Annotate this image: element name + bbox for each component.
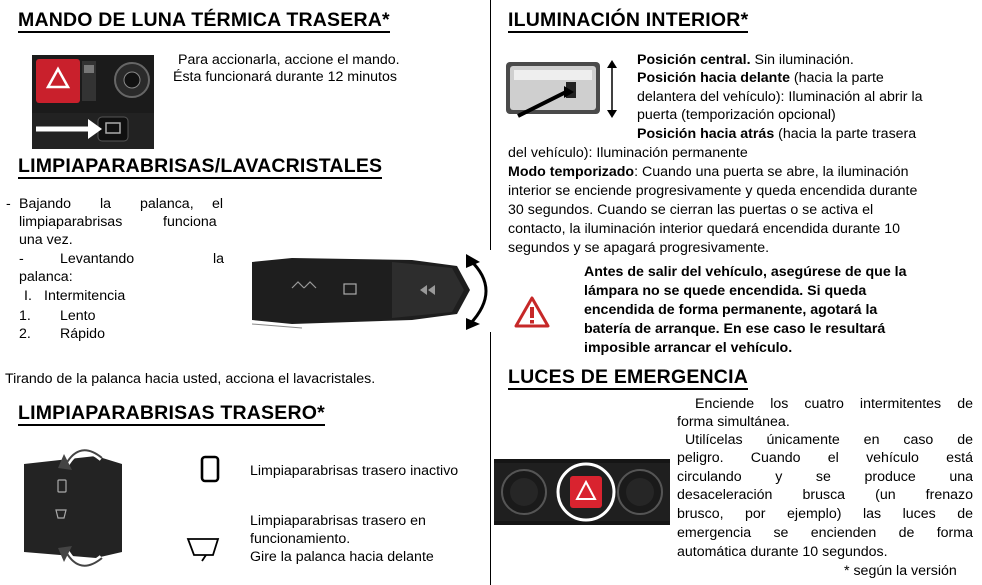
wipers-down-line2b: funciona (163, 214, 217, 230)
wipers-opt1-label: Intermitencia (44, 288, 126, 304)
warning-triangle-icon (514, 296, 550, 333)
rear-wiper-inactive-label: Limpiaparabrisas trasero inactivo (250, 463, 459, 479)
warning-line2: lámpara no se quede encendida. Si queda (584, 283, 867, 299)
wipers-down-dash: - (6, 196, 11, 212)
interior-back-bold: Posición hacia atrás (637, 126, 775, 142)
interior-light-heading: ILUMINACIÓN INTERIOR* (508, 9, 749, 31)
warning-line1: Antes de salir del vehículo, asegúrese de que la (584, 264, 907, 280)
interior-back (637, 126, 916, 143)
interior-back-line2: del vehículo): Iluminación permanente (508, 145, 748, 161)
hazard-p2-line5 (677, 506, 973, 523)
interior-timed-line3: 30 segundos. Cuando se cierran las puertas o se activa el (508, 202, 874, 218)
rear-wiper-active-line1: Limpiaparabrisas trasero en (250, 513, 426, 529)
wipers-opt2-num: 1. (19, 308, 31, 324)
hazard-p2-line2 (677, 450, 973, 467)
wipers-heading: LIMPIAPARABRISAS/LAVACRISTALES (18, 155, 383, 177)
rear-wiper-heading: LIMPIAPARABRISAS TRASERO* (18, 402, 325, 424)
hazard-p1-line1 (695, 396, 973, 413)
hazard-p2-line4-text: desaceleración brusca (un frenazo (677, 487, 973, 503)
interior-front-text: (hacia la parte (789, 70, 884, 86)
rear-wiper-inactive-icon (200, 455, 220, 488)
washer-text: Tirando de la palanca hacia usted, acciona el lavacristales. (5, 371, 376, 387)
wipers-down-word-2: la (100, 196, 112, 212)
hazard-p2-line1 (685, 432, 973, 449)
hazard-heading: LUCES DE EMERGENCIA (508, 366, 748, 388)
wiper-stalk-photo (252, 250, 492, 332)
rear-defrost-photo (32, 55, 154, 149)
rear-wiper-active-line3: Gire la palanca hacia delante (250, 549, 434, 565)
wipers-up-dash: - (19, 251, 24, 267)
rear-wiper-active-line2: funcionamiento. (250, 531, 351, 547)
interior-timed-line2: interior se enciende progresivamente y queda encendida durante (508, 183, 918, 199)
rear-defrost-text-2: Ésta funcionará durante 12 minutos (173, 69, 397, 85)
warning-line4: batería de arranque. En ese caso le resultará (584, 321, 886, 337)
interior-front-line3: puerta (temporización opcional) (637, 107, 836, 123)
interior-central-bold: Posición central. (637, 52, 751, 68)
interior-timed-line4: contacto, la iluminación interior quedará encendida durante 10 (508, 221, 900, 237)
hazard-footnote: * según la versión (844, 563, 957, 579)
interior-back-text: (hacia la parte trasera (774, 126, 917, 142)
interior-front-line2: delantera del vehículo): Iluminación al abrir la (637, 89, 923, 105)
hazard-p2-line6-text: emergencia se encienden de forma (677, 525, 973, 541)
hazard-p2-line1-text: Utilícelas únicamente en caso de (685, 432, 973, 448)
rear-defrost-heading: MANDO DE LUNA TÉRMICA TRASERA* (18, 9, 390, 31)
rear-wiper-stalk-photo (24, 440, 122, 576)
warning-line3: encendida de forma permanente, agotará la (584, 302, 878, 318)
hazard-p2-line4 (677, 487, 973, 504)
hazard-p2-line3 (677, 469, 973, 486)
warning-line5: imposible arrancar el vehículo. (584, 340, 793, 356)
interior-central-text: Sin iluminación. (750, 52, 854, 68)
interior-timed-text: : Cuando una puerta se abre, la iluminación (634, 164, 909, 180)
wipers-opt3-label: Rápido (60, 326, 105, 342)
hazard-p2-line2-text: peligro. Cuando el vehículo está (677, 450, 973, 466)
hazard-p2-line3-text: circulando y se produce una (677, 469, 973, 485)
rear-wiper-active-icon (186, 535, 220, 568)
wipers-down-word-4: el (212, 196, 224, 212)
wipers-up-line2: palanca: (19, 269, 73, 285)
wipers-down-line3: una vez. (19, 232, 73, 248)
interior-timed-bold: Modo temporizado (508, 164, 635, 180)
wipers-up-la: la (213, 251, 225, 267)
wipers-opt3-num: 2. (19, 326, 31, 342)
interior-light-photo (504, 58, 628, 120)
wipers-down-word-1: Bajando (19, 196, 72, 212)
wipers-opt1-num: I. (24, 288, 32, 304)
hazard-p1-line1-text: Enciende los cuatro intermitentes de (695, 396, 973, 412)
wipers-down-word-3: palanca, (140, 196, 194, 212)
hazard-p2-line5-text: brusco, por ejemplo) las luces de (677, 506, 973, 522)
interior-timed-line5: segundos y se apagará progresivamente. (508, 240, 770, 256)
wipers-up-word: Levantando (60, 251, 135, 267)
interior-front-bold: Posición hacia delante (637, 70, 790, 86)
hazard-photo (494, 459, 670, 525)
hazard-p1-line2: forma simultánea. (677, 414, 790, 430)
rear-defrost-text-1: Para accionarla, accione el mando. (178, 52, 400, 68)
wipers-down-line2a: limpiaparabrisas (19, 214, 123, 230)
interior-timed (508, 164, 909, 181)
wipers-opt2-label: Lento (60, 308, 96, 324)
interior-central (637, 52, 854, 69)
interior-front (637, 70, 884, 87)
hazard-p2-line7: automática durante 10 segundos. (677, 544, 888, 560)
hazard-p2-line6 (677, 525, 973, 542)
